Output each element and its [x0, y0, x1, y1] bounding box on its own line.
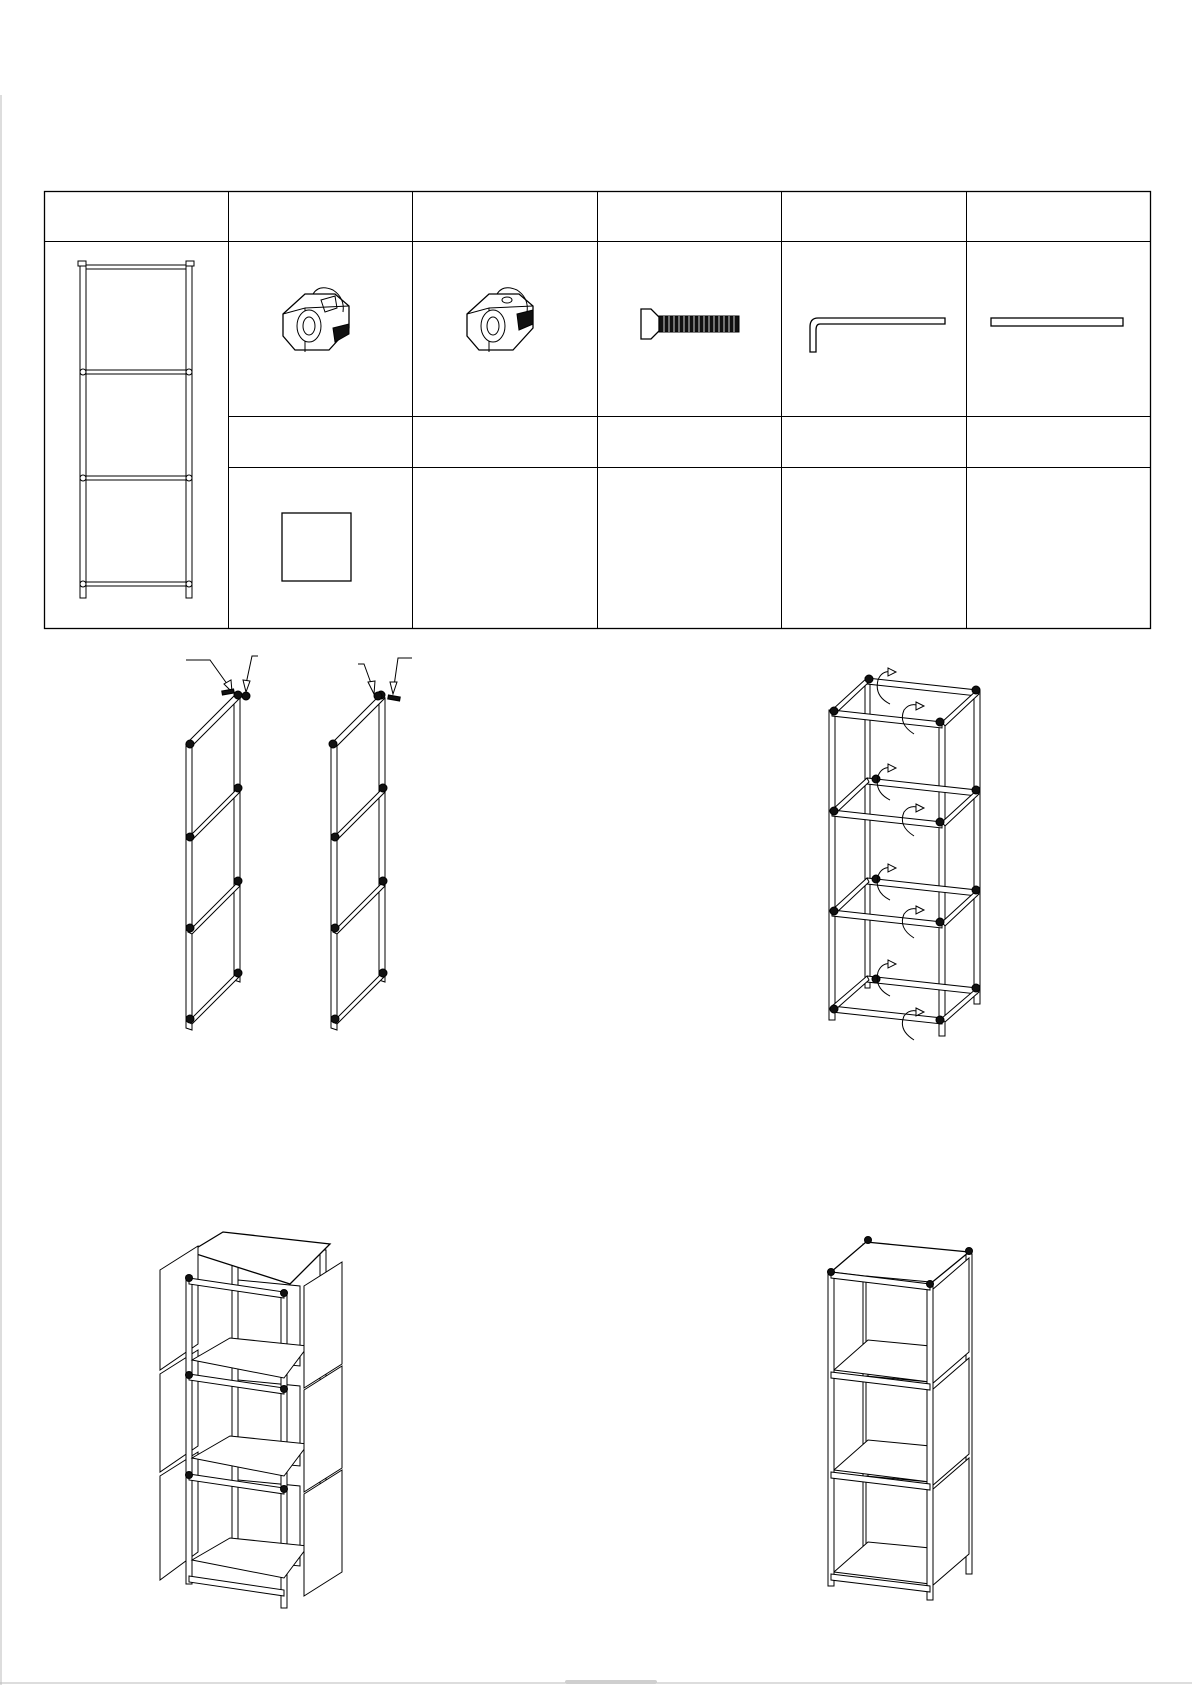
scroll-indicator[interactable]	[565, 1680, 657, 1684]
side-frame-b	[329, 658, 412, 1030]
step-1-illustration	[186, 656, 412, 1030]
allen-key-icon	[810, 318, 945, 352]
rod-level-3	[832, 878, 979, 928]
step-3-illustration	[160, 1232, 342, 1608]
rod-level-2	[832, 778, 979, 828]
cam-connector-icon	[283, 288, 349, 352]
rod-level-1	[832, 678, 979, 728]
step-4-illustration	[828, 1237, 973, 1601]
ladder-frame-icon	[78, 261, 194, 598]
square-panel-icon	[282, 513, 351, 581]
parts-table	[44, 191, 1151, 629]
side-frame-a	[186, 656, 258, 1030]
rod-level-4	[832, 976, 979, 1024]
rod-icon	[991, 318, 1123, 326]
top-panel	[190, 1232, 330, 1284]
screw-icon	[641, 309, 739, 339]
step-2-illustration	[829, 668, 980, 1040]
cam-connector-icon	[467, 288, 533, 352]
